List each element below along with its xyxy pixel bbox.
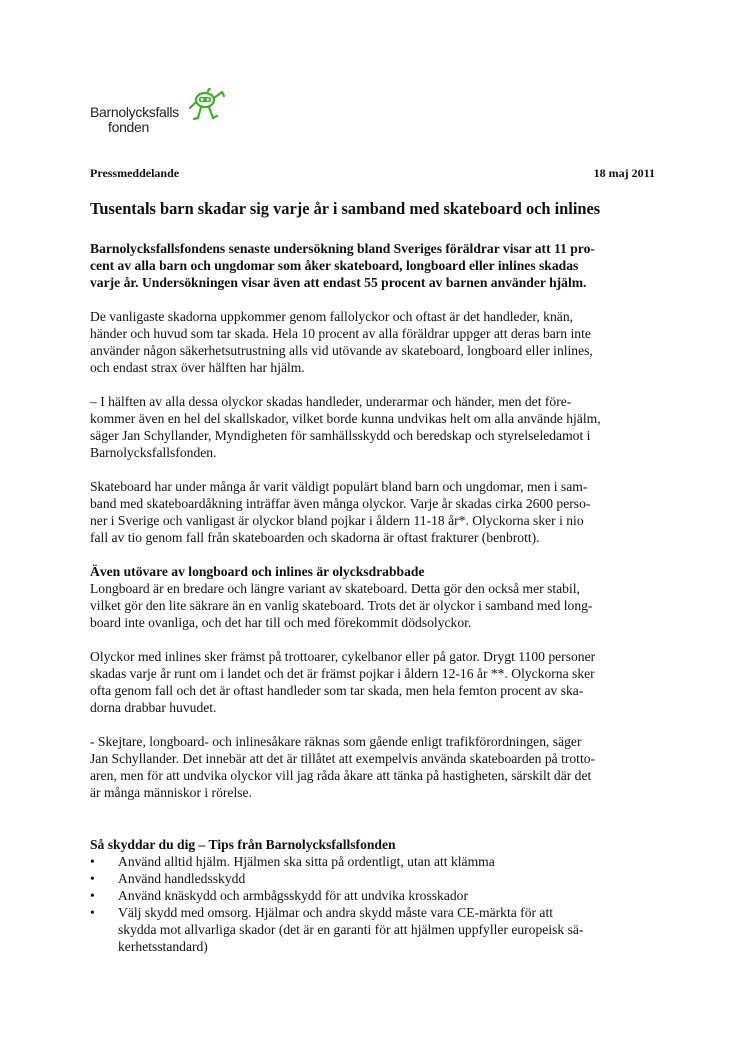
text-line: är många människor i rörelse. — [90, 785, 252, 800]
text-line: Longboard är en bredare och längre variant av skateboard. Detta gör den också mer stabil, — [90, 581, 580, 596]
lead-line: Barnolycksfallsfondens senaste undersökning bland Sveriges föräldrar visar att 11 pro- — [90, 241, 595, 256]
text-line: skadas varje år runt om i landet och det är främst pojkar i åldern 12-16 år **. Olyckorna sker — [90, 666, 595, 681]
text-line: fall av tio genom fall från skateboarden och skadorna är oftast frakturer (benbrott). — [90, 530, 540, 545]
text-line: - Skejtare, longboard- och inlinesåkare räknas som gående enligt trafikförordningen, säger — [90, 734, 582, 749]
logo-text-line2: fonden — [108, 119, 150, 135]
list-item-text: skydda mot allvarliga skador (det är en garanti för att hjälmen uppfyller europeisk sä- — [118, 922, 584, 937]
text-line: – I hälften av alla dessa olyckor skadas handleder, underarmar och händer, men det före- — [90, 394, 572, 409]
page-title: Tusentals barn skadar sig varje år i samband med skateboard och inlines — [90, 199, 601, 218]
text-line: board inte ovanliga, och det har till och med förekommit dödsolyckor. — [90, 615, 472, 630]
text-line: band med skateboardåkning inträffar även många olyckor. Varje år skadas cirka 2600 perso- — [90, 496, 591, 511]
text-line: och endast strax över hälften har hjälm. — [90, 360, 305, 375]
text-line: Jan Schyllander. Det innebär att det är tillåtet att exempelvis använda skateboarden på trotto- — [90, 751, 596, 766]
text-line: ofta genom fall och det är oftast handleder som tar skada, men hela femton procent av ska- — [90, 683, 584, 698]
paragraph-1 — [90, 308, 655, 376]
meta-row — [90, 165, 655, 182]
paragraph-5 — [90, 648, 655, 716]
paragraph-2 — [90, 393, 655, 461]
section-subheading: Även utövare av longboard och inlines är olycksdrabbade — [90, 564, 425, 579]
text-line: säger Jan Schyllander, Myndigheten för samhällsskydd och beredskap och styrelseledamot i — [90, 428, 591, 443]
text-line: vilket gör den lite säkrare än en vanlig skateboard. Trots det är olyckor i samband med long- — [90, 598, 593, 613]
logo-text-line1: Barnolycksfalls — [90, 104, 179, 120]
text-line: De vanligaste skadorna uppkommer genom fallolyckor och oftast är det handleder, knän, — [90, 309, 574, 324]
text-line: Olyckor med inlines sker främst på trottoarer, cykelbanor eller på gator. Drygt 1100 personer — [90, 649, 596, 664]
press-release-body — [90, 165, 655, 955]
text-line: Barnolycksfallsfonden. — [90, 445, 217, 460]
paragraph-4 — [90, 563, 655, 631]
tips-heading: Så skyddar du dig – Tips från Barnolycksfallsfonden — [90, 837, 396, 852]
text-line: aren, men för att undvika olyckor vill jag råda åkare att tänka på hastigheten, särskilt där det — [90, 768, 592, 783]
text-line: Skateboard har under många år varit väldigt populärt bland barn och ungdomar, men i sam- — [90, 479, 588, 494]
text-line: dorna drabbar huvudet. — [90, 700, 217, 715]
text-line: kommer även en hel del skallskador, vilket borde kunna undvikas helt om alla använde hjälm, — [90, 411, 601, 426]
list-item — [90, 904, 655, 955]
list-item — [90, 870, 655, 887]
logo — [90, 88, 230, 138]
text-line: använder någon säkerhetsutrustning alls vid utövande av skateboard, longboard eller inlines, — [90, 343, 593, 358]
list-item-text: kerhetsstandard) — [118, 939, 208, 954]
text-line: händer och huvud som tar skada. Hela 10 procent av alla föräldrar uppger att deras barn inte — [90, 326, 591, 341]
list-item-text: • Använd handledsskydd — [118, 871, 246, 886]
text-line: ner i Sverige och vanligast är olyckor bland pojkar i åldern 11-18 år*. Olyckorna sker i nio — [90, 513, 584, 528]
lead-paragraph — [90, 240, 655, 291]
document-type: Pressmeddelande — [90, 166, 180, 180]
list-item-text: • Använd knäskydd och armbågsskydd för att undvika krosskador — [118, 888, 468, 903]
list-item — [90, 853, 655, 870]
lead-line: varje år. Undersökningen visar även att endast 55 procent av barnen använder hjälm. — [90, 275, 587, 290]
paragraph-3 — [90, 478, 655, 546]
paragraph-6 — [90, 733, 655, 801]
list-item-text: • Välj skydd med omsorg. Hjälmar och andra skydd måste vara CE-märkta för att — [118, 905, 554, 920]
document-date: 18 maj 2011 — [593, 166, 655, 180]
list-item — [90, 887, 655, 904]
list-item-text: • Använd alltid hjälm. Hjälmen ska sitta på ordentligt, utan att klämma — [118, 854, 495, 869]
tips-list — [90, 853, 655, 955]
mascot-icon — [188, 88, 226, 124]
lead-line: cent av alla barn och ungdomar som åker skateboard, longboard eller inlines skadas — [90, 258, 579, 273]
